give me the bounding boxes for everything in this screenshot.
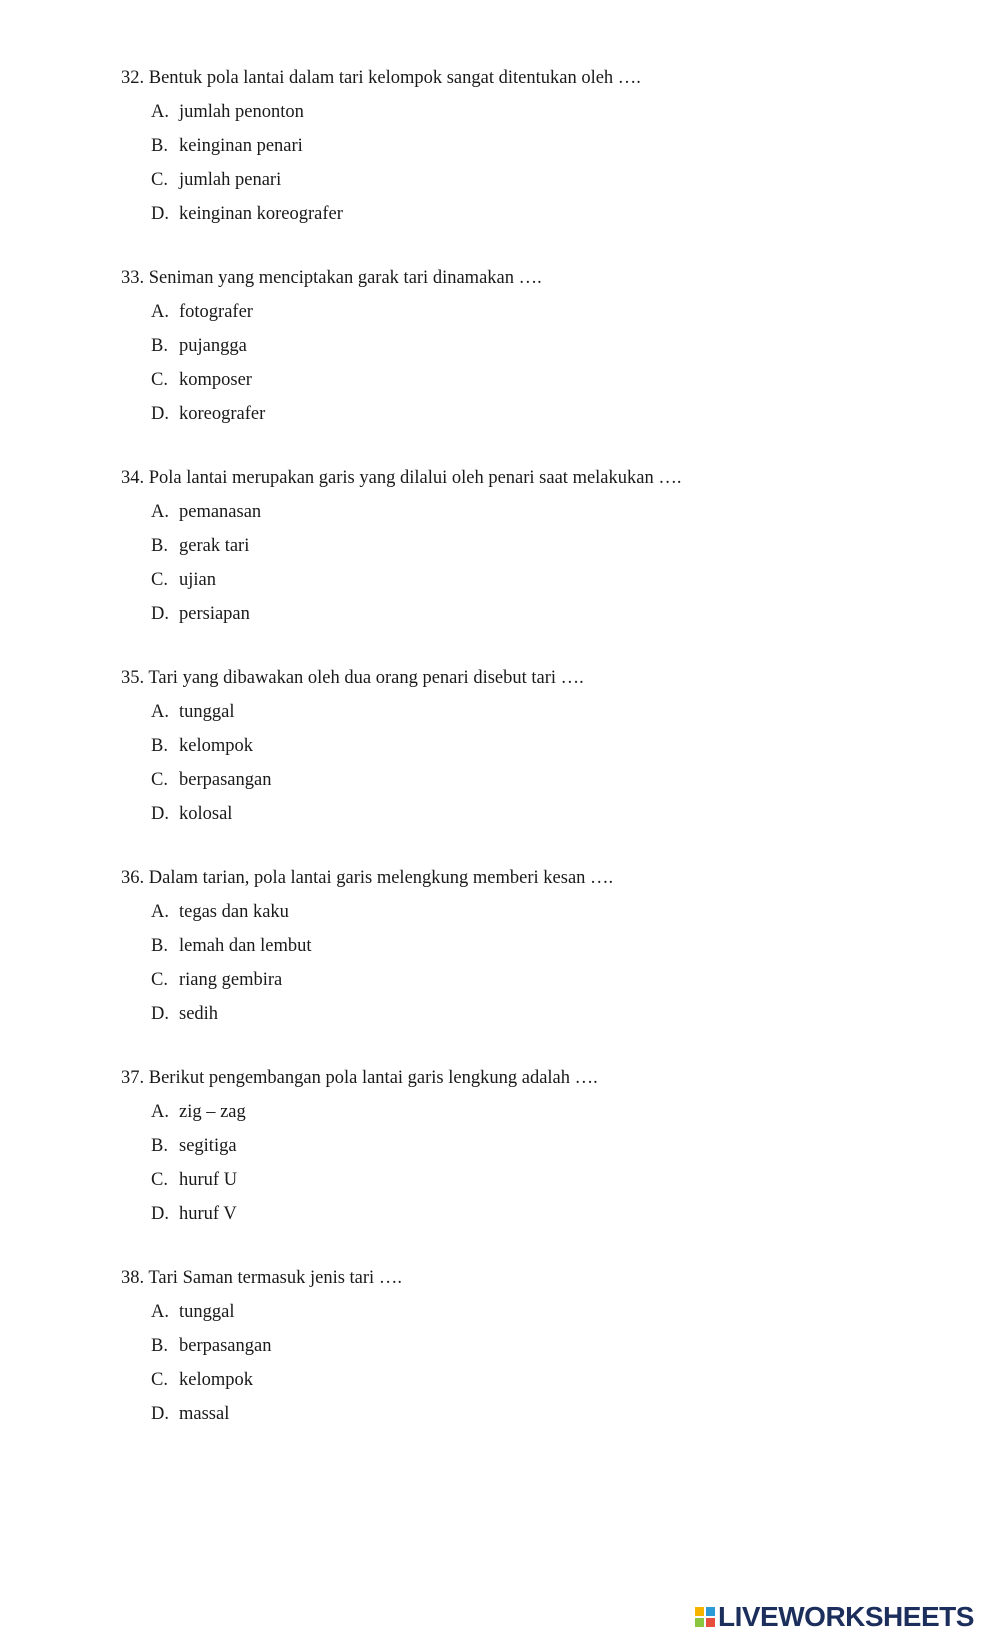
option-text: koreografer: [179, 404, 266, 424]
option-text: fotografer: [179, 302, 253, 322]
option-text: komposer: [179, 370, 252, 390]
question-text: [121, 468, 941, 488]
option-text: kolosal: [179, 804, 233, 824]
option-letter: B.: [151, 736, 168, 756]
question-number: 35.: [121, 668, 145, 688]
question-text: [121, 268, 941, 288]
question-text: [121, 1268, 941, 1288]
option-a: [151, 502, 941, 522]
question-38: [121, 1268, 941, 1438]
option-d: [151, 404, 941, 424]
question-number: 37.: [121, 1068, 145, 1088]
question-prompt: Pola lantai merupakan garis yang dilalui oleh penari saat melakukan ….: [148, 468, 682, 488]
liveworksheets-logo[interactable]: [695, 1601, 995, 1633]
question-text: [121, 1068, 941, 1088]
option-text: massal: [179, 1404, 230, 1424]
option-text: persiapan: [179, 604, 250, 624]
option-letter: A.: [151, 302, 169, 322]
option-letter: C.: [151, 370, 168, 390]
option-text: riang gembira: [179, 970, 283, 990]
logo-text: LIVEWORKSHEETS: [718, 1601, 974, 1632]
options-list: [121, 102, 941, 224]
liveworksheets-logo-icon: [695, 1607, 715, 1627]
option-letter: C.: [151, 770, 168, 790]
question-number: 32.: [121, 68, 145, 88]
option-letter: A.: [151, 502, 169, 522]
option-text: pujangga: [179, 336, 247, 356]
option-letter: A.: [151, 902, 169, 922]
option-a: [151, 902, 941, 922]
question-text: [121, 668, 941, 688]
option-c: [151, 570, 941, 590]
question-prompt: Dalam tarian, pola lantai garis melengkung memberi kesan ….: [148, 868, 614, 888]
option-a: [151, 1302, 941, 1322]
option-c: [151, 970, 941, 990]
option-text: berpasangan: [179, 770, 272, 790]
option-text: zig – zag: [179, 1102, 246, 1122]
option-text: ujian: [179, 570, 216, 590]
option-c: [151, 770, 941, 790]
option-text: jumlah penonton: [179, 102, 304, 122]
option-text: kelompok: [179, 1370, 253, 1390]
option-text: keinginan penari: [179, 136, 303, 156]
option-letter: B.: [151, 136, 168, 156]
option-a: [151, 302, 941, 322]
option-letter: D.: [151, 404, 169, 424]
option-letter: D.: [151, 1204, 169, 1224]
option-text: pemanasan: [179, 502, 262, 522]
option-d: [151, 1404, 941, 1424]
question-prompt: Tari Saman termasuk jenis tari ….: [148, 1268, 402, 1288]
option-letter: B.: [151, 1336, 168, 1356]
option-text: lemah dan lembut: [179, 936, 312, 956]
question-37: [121, 1068, 941, 1238]
option-d: [151, 1204, 941, 1224]
option-text: huruf V: [179, 1204, 237, 1224]
option-d: [151, 804, 941, 824]
option-letter: D.: [151, 804, 169, 824]
option-d: [151, 604, 941, 624]
option-c: [151, 1370, 941, 1390]
option-letter: A.: [151, 102, 169, 122]
option-a: [151, 1102, 941, 1122]
options-list: [121, 902, 941, 1024]
option-b: [151, 936, 941, 956]
question-text: [121, 868, 941, 888]
option-letter: C.: [151, 1370, 168, 1390]
option-d: [151, 1004, 941, 1024]
options-list: [121, 302, 941, 424]
question-32: [121, 68, 941, 238]
option-text: tunggal: [179, 702, 235, 722]
option-letter: D.: [151, 1404, 169, 1424]
option-d: [151, 204, 941, 224]
option-text: tegas dan kaku: [179, 902, 289, 922]
option-b: [151, 536, 941, 556]
options-list: [121, 702, 941, 824]
option-c: [151, 370, 941, 390]
option-letter: D.: [151, 1004, 169, 1024]
option-letter: D.: [151, 604, 169, 624]
option-a: [151, 702, 941, 722]
options-list: [121, 1102, 941, 1224]
option-letter: B.: [151, 1136, 168, 1156]
option-b: [151, 336, 941, 356]
question-number: 38.: [121, 1268, 145, 1288]
option-letter: C.: [151, 1170, 168, 1190]
option-letter: B.: [151, 936, 168, 956]
option-letter: C.: [151, 170, 168, 190]
question-prompt: Berikut pengembangan pola lantai garis lengkung adalah ….: [148, 1068, 598, 1088]
question-35: [121, 668, 941, 838]
question-prompt: Seniman yang menciptakan garak tari dinamakan ….: [148, 268, 542, 288]
option-a: [151, 102, 941, 122]
option-letter: B.: [151, 536, 168, 556]
option-letter: A.: [151, 702, 169, 722]
option-letter: B.: [151, 336, 168, 356]
option-text: berpasangan: [179, 1336, 272, 1356]
question-36: [121, 868, 941, 1038]
option-text: kelompok: [179, 736, 253, 756]
option-text: tunggal: [179, 1302, 235, 1322]
question-34: [121, 468, 941, 638]
option-b: [151, 736, 941, 756]
question-text: [121, 68, 941, 88]
option-letter: C.: [151, 970, 168, 990]
option-text: huruf U: [179, 1170, 238, 1190]
question-prompt: Tari yang dibawakan oleh dua orang penari disebut tari ….: [148, 668, 584, 688]
option-b: [151, 1336, 941, 1356]
question-33: [121, 268, 941, 438]
option-text: segitiga: [179, 1136, 237, 1156]
options-list: [121, 1302, 941, 1424]
option-text: jumlah penari: [179, 170, 282, 190]
question-number: 33.: [121, 268, 145, 288]
option-text: keinginan koreografer: [179, 204, 343, 224]
options-list: [121, 502, 941, 624]
option-text: sedih: [179, 1004, 219, 1024]
option-text: gerak tari: [179, 536, 250, 556]
option-b: [151, 136, 941, 156]
option-letter: C.: [151, 570, 168, 590]
option-c: [151, 170, 941, 190]
option-letter: D.: [151, 204, 169, 224]
question-number: 34.: [121, 468, 145, 488]
option-b: [151, 1136, 941, 1156]
option-c: [151, 1170, 941, 1190]
option-letter: A.: [151, 1302, 169, 1322]
question-number: 36.: [121, 868, 145, 888]
question-prompt: Bentuk pola lantai dalam tari kelompok sangat ditentukan oleh ….: [148, 68, 641, 88]
option-letter: A.: [151, 1102, 169, 1122]
